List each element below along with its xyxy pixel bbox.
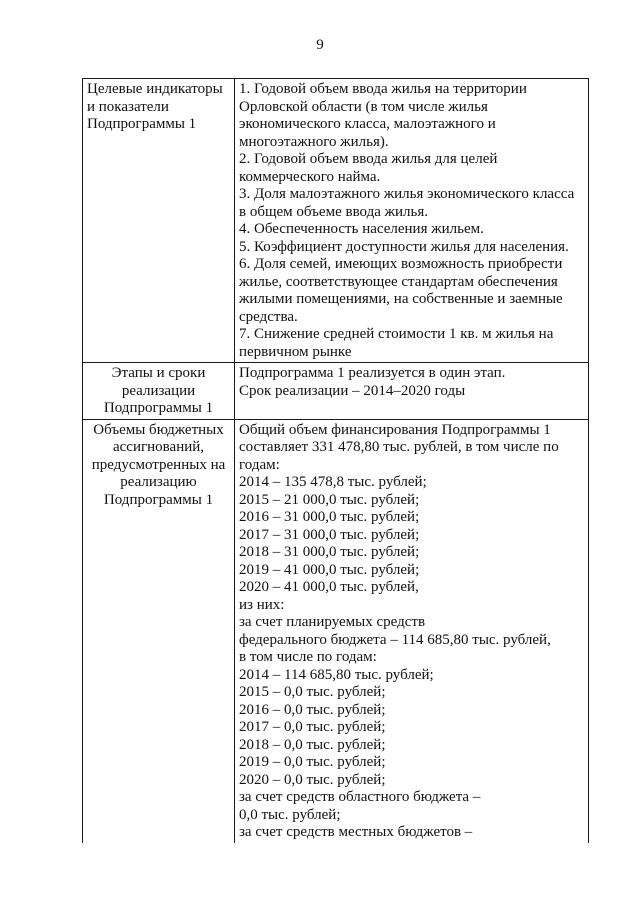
- content-line: коммерческого найма.: [239, 168, 381, 185]
- page-number: 9: [316, 37, 324, 53]
- content-line: 6. Доля семей, имеющих возможность приобрести: [239, 256, 563, 272]
- label-line: Этапы и сроки: [111, 365, 206, 381]
- content-line: 2016 – 0,0 тыс. рублей;: [239, 701, 386, 718]
- content-line: Подпрограмма 1 реализуется в один этап.: [239, 365, 506, 381]
- content-line: средства.: [239, 308, 298, 325]
- content-line: жилыми помещениями, на собственные и заемные: [239, 291, 563, 307]
- content-line: многоэтажного жилья).: [239, 133, 389, 150]
- content-line: за счет планируемых средств: [239, 614, 426, 630]
- content-line: Срок реализации – 2014–2020 годы: [239, 382, 466, 399]
- content-line: 2. Годовой объем ввода жилья для целей: [239, 151, 498, 167]
- content-line: 4. Обеспеченность населения жильем.: [239, 221, 484, 237]
- row-label-stages-terms: [83, 363, 235, 420]
- table-row: [83, 79, 589, 363]
- content-line: за счет средств местных бюджетов –: [239, 824, 473, 840]
- table-row: [83, 419, 589, 843]
- content-line: 2019 – 41 000,0 тыс. рублей;: [239, 561, 420, 578]
- content-line: первичном рынке: [239, 343, 352, 360]
- label-line: Объемы бюджетных: [93, 421, 224, 438]
- content-line: экономического класса, малоэтажного и: [239, 116, 496, 132]
- row-content-stages-terms: [235, 363, 589, 420]
- content-line: 5. Коэффициент доступности жилья для населения.: [239, 238, 569, 255]
- table-row: [83, 363, 589, 420]
- content-line: в общем объеме ввода жилья.: [239, 203, 429, 220]
- content-line: из них:: [239, 596, 285, 613]
- content-line: 0,0 тыс. рублей;: [239, 806, 341, 823]
- row-content-target-indicators: [235, 79, 589, 363]
- label-line: Подпрограммы 1: [103, 491, 214, 508]
- content-line: 2015 – 21 000,0 тыс. рублей;: [239, 491, 420, 508]
- passport-table: [82, 78, 589, 843]
- content-line: за счет средств областного бюджета –: [239, 789, 481, 805]
- content-line: 2018 – 31 000,0 тыс. рублей;: [239, 544, 420, 560]
- content-line: годам:: [239, 456, 280, 473]
- label-line: ассигнований,: [112, 439, 205, 455]
- content-line: федерального бюджета – 114 685,80 тыс. рублей,: [239, 631, 551, 648]
- content-line: 2020 – 41 000,0 тыс. рублей,: [239, 579, 419, 595]
- label-line: и показатели: [87, 98, 169, 115]
- content-line: 2016 – 31 000,0 тыс. рублей;: [239, 509, 420, 525]
- content-line: 7. Снижение средней стоимости 1 кв. м жилья на: [239, 326, 554, 342]
- content-line: 2014 – 114 685,80 тыс. рублей;: [239, 666, 434, 683]
- content-line: 2018 – 0,0 тыс. рублей;: [239, 736, 386, 753]
- label-line: Подпрограммы 1: [103, 400, 214, 416]
- row-content-budget-allocations: [235, 419, 589, 843]
- content-line: 3. Доля малоэтажного жилья экономического класса: [239, 186, 575, 202]
- content-line: составляет 331 478,80 тыс. рублей, в том числе по: [239, 439, 559, 455]
- row-label-target-indicators: [83, 79, 235, 363]
- content-line: 2014 – 135 478,8 тыс. рублей;: [239, 474, 427, 490]
- label-line: Целевые индикаторы: [87, 81, 223, 97]
- row-label-budget-allocations: [83, 419, 235, 843]
- label-line: реализацию: [120, 474, 197, 490]
- content-line: 2017 – 0,0 тыс. рублей;: [239, 719, 386, 735]
- content-line: 2017 – 31 000,0 тыс. рублей;: [239, 526, 420, 543]
- content-line: 1. Годовой объем ввода жилья на территории: [239, 81, 527, 97]
- label-line: Подпрограммы 1: [87, 116, 197, 132]
- label-line: предусмотренных на: [91, 456, 226, 473]
- content-line: Орловской области (в том числе жилья: [239, 98, 488, 115]
- content-line: 2019 – 0,0 тыс. рублей;: [239, 754, 386, 770]
- content-line: в том числе по годам:: [239, 649, 377, 665]
- content-line: 2020 – 0,0 тыс. рублей;: [239, 771, 386, 788]
- label-line: реализации: [121, 382, 196, 399]
- content-line: жилье, соответствующее стандартам обеспечения: [239, 273, 558, 290]
- content-line: Общий объем финансирования Подпрограммы 1: [239, 421, 551, 438]
- content-line: 2015 – 0,0 тыс. рублей;: [239, 684, 386, 700]
